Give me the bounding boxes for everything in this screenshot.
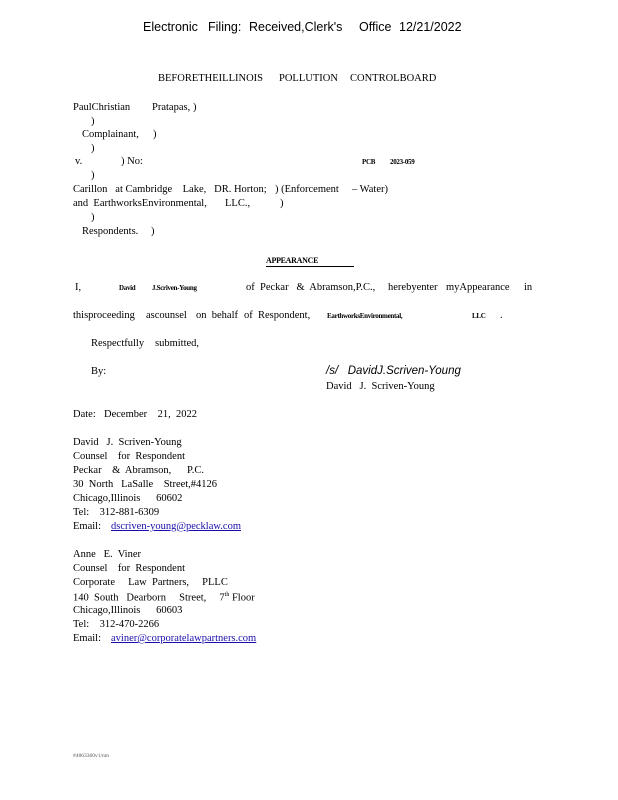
counsel2-address-main: 140 South Dearborn Street, 7	[73, 592, 225, 604]
caption-paren: )	[280, 198, 284, 209]
counsel1-city: Chicago,Illinois 60602	[73, 493, 183, 504]
versus: v.	[75, 156, 83, 167]
counsel1-role: Counsel for Respondent	[73, 451, 185, 462]
counsel2-email-label: Email:	[73, 633, 101, 644]
caption-paren: )	[151, 226, 155, 237]
filing-stamp-electronic: Electronic	[143, 20, 198, 34]
complainant-label: Complainant,	[82, 129, 139, 140]
this-proceeding: thisproceeding	[73, 310, 135, 321]
counsel2-tel: Tel: 312-470-2266	[73, 619, 160, 630]
respondent-line-1: Carillon at Cambridge Lake, DR. Horton;	[73, 184, 267, 195]
appearance-in: in	[524, 282, 533, 293]
case-number: 2023-059	[390, 158, 415, 166]
filing-stamp-received: Received,Clerk's	[249, 20, 343, 34]
counsel1-name: David J. Scriven-Young	[73, 437, 182, 448]
respondents-label: Respondents.	[82, 226, 139, 237]
counsel2-address-floor: Floor	[231, 592, 255, 604]
firm-text: of Peckar & Abramson,P.C.,	[246, 282, 376, 293]
respondent-line-2: and EarthworksEnvironmental,	[73, 198, 207, 209]
submitted: submitted,	[155, 338, 200, 349]
counsel2-city: Chicago,Illinois 60603	[73, 605, 183, 616]
counsel1-email-link[interactable]: dscriven-young@pecklaw.com	[111, 521, 241, 532]
date-label: Date:	[73, 409, 96, 420]
by-label: By:	[91, 366, 107, 377]
counsel1-tel: Tel: 312-881-6309	[73, 507, 160, 518]
counsel2-name: Anne E. Viner	[73, 549, 141, 560]
filing-stamp-filing: Filing:	[208, 20, 242, 34]
signer-name: David J. Scriven-Young	[326, 381, 435, 392]
case-no-label: ) No:	[121, 156, 143, 167]
as-counsel: ascounsel	[146, 310, 187, 321]
board-before: BEFORETHEILLINOIS	[158, 73, 263, 84]
respectfully: Respectfully	[91, 338, 145, 349]
hereby-enter: herebyenter	[388, 282, 438, 293]
caption-paren: )	[91, 116, 95, 127]
appearance-i: I,	[75, 282, 82, 293]
board-control: CONTROLBOARD	[350, 73, 437, 84]
attorney-last: J.Scriven-Young	[152, 284, 197, 292]
counsel2-role: Counsel for Respondent	[73, 563, 185, 574]
board-pollution: POLLUTION	[279, 73, 338, 84]
caption-paren: )	[91, 170, 95, 181]
counsel1-address: 30 North LaSalle Street,#4126	[73, 479, 218, 490]
electronic-signature: /s/ DavidJ.Scriven-Young	[326, 365, 461, 377]
filing-stamp-office: Office	[359, 20, 392, 34]
counsel2-email-link[interactable]: aviner@corporatelawpartners.com	[111, 633, 257, 644]
filing-stamp-date: 12/21/2022	[399, 20, 462, 34]
plaintiff-name: PaulChristian	[73, 102, 131, 113]
document-id: #4863360v1/nm	[73, 753, 110, 759]
attorney-first: David	[119, 284, 136, 292]
caption-paren: )	[91, 212, 95, 223]
date-value: December 21, 2022	[104, 409, 198, 420]
appearance-title: APPEARANCE	[266, 257, 354, 267]
counsel2-firm: Corporate Law Partners, PLLC	[73, 577, 228, 588]
case-enforcement: ) (Enforcement	[275, 184, 339, 195]
respondent-llc: LLC.,	[225, 198, 251, 209]
caption-paren: )	[91, 143, 95, 154]
sentence-period: .	[500, 310, 503, 321]
counsel1-firm: Peckar & Abramson, P.C.	[73, 465, 204, 476]
my-appearance: myAppearance	[446, 282, 510, 293]
on-behalf: on behalf	[196, 310, 238, 321]
caption-paren: )	[193, 102, 197, 113]
of-respondent: of Respondent,	[244, 310, 311, 321]
company-llc: LLC	[472, 312, 486, 320]
case-water: – Water)	[352, 184, 388, 195]
company-name: EarthworksEnvironmental,	[327, 312, 403, 320]
caption-paren: )	[153, 129, 157, 140]
counsel1-email-label: Email:	[73, 521, 101, 532]
plaintiff-last: Pratapas,	[152, 102, 191, 113]
counsel2-address	[73, 592, 255, 604]
case-pcb: PCB	[362, 158, 376, 166]
counsel2-address-sup: th	[224, 592, 230, 598]
